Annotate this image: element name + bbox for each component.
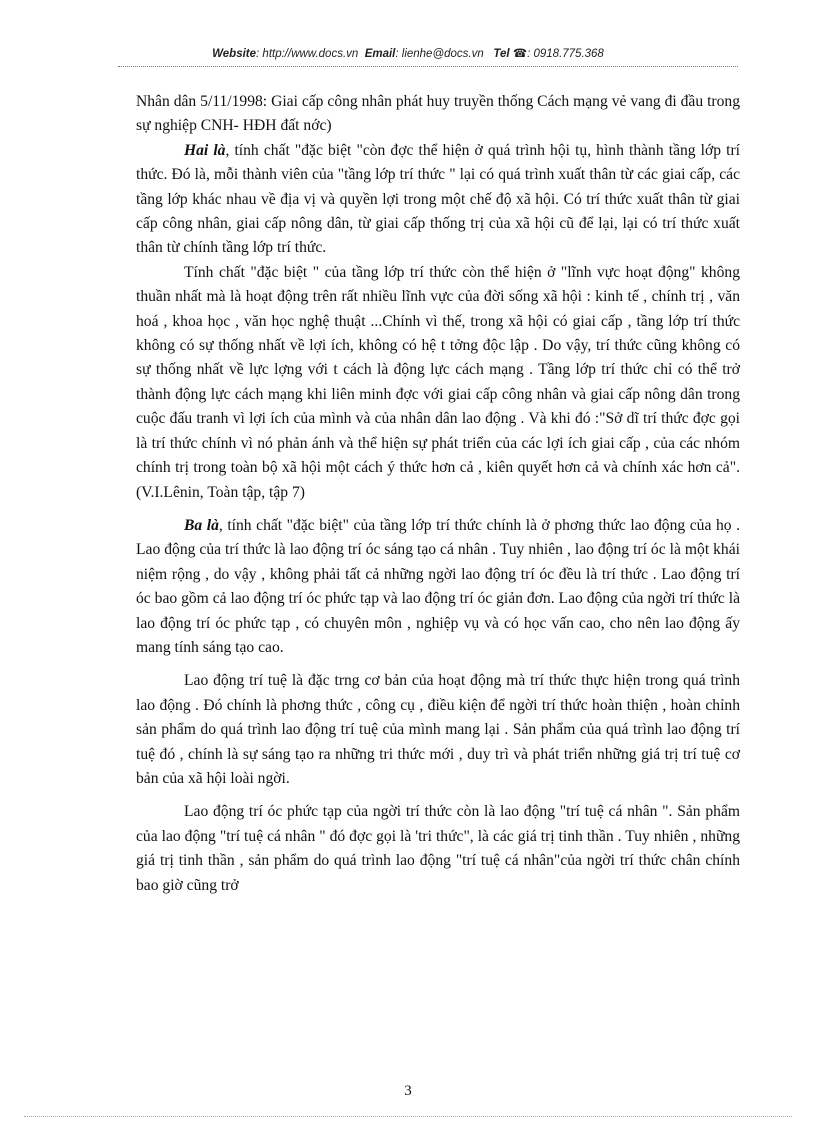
- paragraph-text: Tính chất "đặc biệt " của tầng lớp trí thức còn thể hiện ở "lĩnh vực hoạt động" không thuần nhất mà là hoạt động trên rất nhiều lĩnh vực của đời sống xã hội : kinh tế , chính trị , văn hoá , khoa học , văn học nghệ thuật ...Chính vì thế, trong xã hội có giai cấp , tầng lớp trí thức không có sự thống nhất về lợi ích, không có hệ t tởng độc lập . Do vậy, trí thức cũng không có sự thống nhất về lực lợng với t cách là động lực cách mạng . Tầng lớp trí thức chỉ có thể trở thành động lực cách mạng khi liên minh đợc với giai cấp công nhân và giai cấp nông dân trong cuộc đấu tranh vì lợi ích của mình và của nhân dân lao động . Và khi đó :"Sở dĩ trí thức đợc gọi là trí thức chính vì nó phản ánh và thể hiện sự phát triển của các lợi ích giai cấp , của các nhóm chính trị trong toàn bộ xã hội một cách ý thức hơn cả , kiên quyết hơn cả và chính xác hơn cả".(V.I.Lênin, Toàn tập, tập 7): [136, 263, 740, 501]
- page-header: [0, 46, 816, 60]
- website-value: : http://www.docs.vn: [256, 48, 359, 60]
- page-number: 3: [404, 1083, 412, 1099]
- tel-label: Tel: [493, 48, 510, 60]
- paragraph-6: [136, 800, 740, 898]
- paragraph-lead: Ba là: [184, 516, 219, 534]
- paragraph-2: [136, 139, 740, 261]
- paragraph-text: , tính chất "đặc biệt" của tầng lớp trí thức chính là ở phơng thức lao động của họ . Lao động của trí thức là lao động trí óc sáng tạo cá nhân . Tuy nhiên , lao động trí óc là một khái niệm rộng , do vậy , không phải tất cả những ngời lao động trí óc đều là trí thức . Lao động trí óc bao gồm cả lao động trí óc phức tạp và lao động trí óc giản đơn. Lao động của ngời trí thức là lao động trí óc phức tạp , có chuyên môn , nghiệp vụ và có học vấn cao, cho nên lao động ấy mang tính sáng tạo cao.: [136, 516, 740, 656]
- header-divider: [118, 66, 738, 67]
- paragraph-1: [136, 90, 740, 139]
- phone-icon: ☎: [512, 48, 528, 60]
- tel-value: : 0918.775.368: [527, 48, 604, 60]
- paragraph-text: Nhân dân 5/11/1998: Giai cấp công nhân phát huy truyền thống Cách mạng vẻ vang đi đầu trong sự nghiệp CNH- HĐH đất nớc): [136, 93, 740, 135]
- paragraph-text: Lao động trí óc phức tạp của ngời trí thức còn là lao động "trí tuệ cá nhân ". Sản phẩm của lao động "trí tuệ cá nhân " đó đợc gọi là 'tri thức", là các giá trị tinh thần . Tuy nhiên , những giá trị tinh thần , sản phẩm do quá trình lao động "trí tuệ cá nhân"của ngời trí thức chân chính bao giờ cũng trở: [136, 803, 740, 894]
- paragraph-text: Lao động trí tuệ là đặc trng cơ bản của hoạt động mà trí thức thực hiện trong quá trình lao động . Đó chính là phơng thức , công cụ , điều kiện để ngời trí thức hoàn thiện , hoàn chỉnh sản phẩm do quá trình lao động trí tuệ của mình mang lại . Sản phẩm của quá trình lao động trí tuệ đó , chính là sự sáng tạo ra những tri thức mới , duy trì và phát triển những giá trị trí tuệ cơ bản của xã hội loài ngời.: [136, 672, 740, 787]
- paragraph-3: [136, 261, 740, 505]
- paragraph-text: , tính chất "đặc biệt "còn đợc thể hiện ở quá trình hội tụ, hình thành tầng lớp trí thức. Đó là, mỗi thành viên của "tầng lớp trí thức " lại có quá trình xuất thân từ các giai cấp, các tầng lớp khác nhau về địa vị và quyền lợi trong một chế độ xã hội. Có trí thức xuất thân từ giai cấp công nhân, giai cấp nông dân, từ giai cấp thống trị của xã hội cũ để lại, lại có trí thức xuất thân từ chính tầng lớp trí thức.: [136, 141, 740, 257]
- email-label: Email: [364, 48, 396, 60]
- website-label: Website: [212, 48, 257, 60]
- paragraph-5: [136, 669, 740, 791]
- document-body: [136, 90, 740, 898]
- footer-divider: [24, 1116, 792, 1117]
- paragraph-lead: Hai là: [184, 141, 226, 159]
- paragraph-4: [136, 514, 740, 660]
- email-value: : lienhe@docs.vn: [395, 48, 484, 60]
